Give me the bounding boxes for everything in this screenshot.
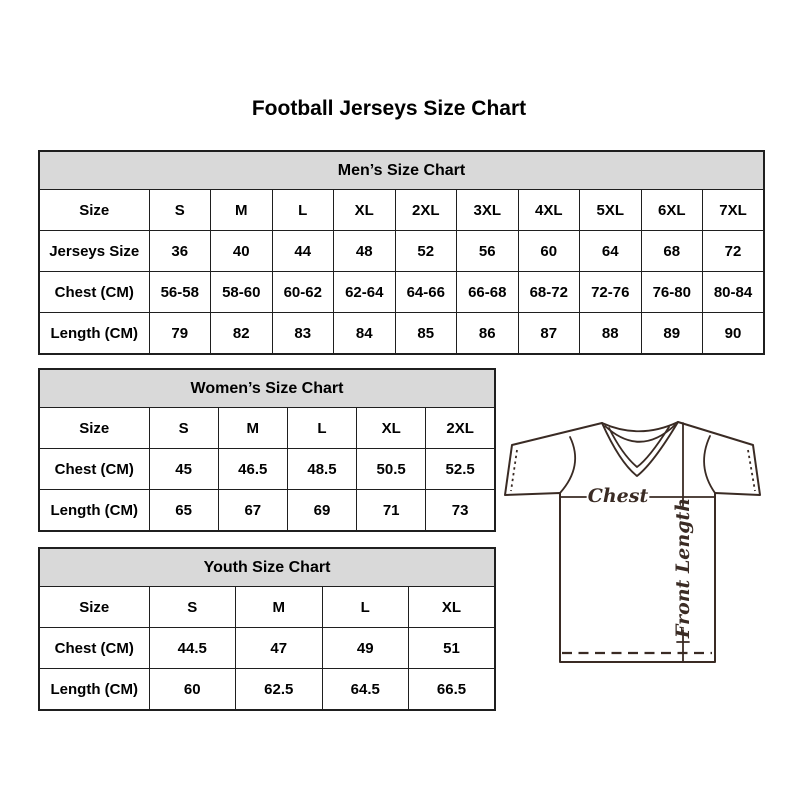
mens-chest-row xyxy=(39,272,764,313)
value-cell: 69 xyxy=(287,490,356,532)
row-label: Length (CM) xyxy=(39,313,149,355)
value-cell: 56-58 xyxy=(149,272,211,313)
youth-size-row xyxy=(39,587,495,628)
row-label: Size xyxy=(39,190,149,231)
value-cell: 88 xyxy=(580,313,642,355)
left-cuff-stitch-line xyxy=(511,450,517,491)
value-cell: 51 xyxy=(409,628,496,669)
value-cell: 60 xyxy=(149,669,236,711)
value-cell: 64 xyxy=(580,231,642,272)
value-cell: 66-68 xyxy=(457,272,519,313)
womens-length-row xyxy=(39,490,495,532)
value-cell: 87 xyxy=(518,313,580,355)
youth-table-header-row xyxy=(39,548,495,587)
value-cell: 48 xyxy=(334,231,396,272)
size-cell: M xyxy=(218,408,287,449)
value-cell: 68 xyxy=(641,231,703,272)
value-cell: 46.5 xyxy=(218,449,287,490)
value-cell: 47 xyxy=(236,628,323,669)
size-cell: XL xyxy=(334,190,396,231)
value-cell: 82 xyxy=(211,313,273,355)
youth-chest-row xyxy=(39,628,495,669)
value-cell: 71 xyxy=(357,490,426,532)
value-cell: 68-72 xyxy=(518,272,580,313)
size-cell: S xyxy=(149,587,236,628)
size-cell: 7XL xyxy=(703,190,765,231)
size-cell: L xyxy=(287,408,356,449)
value-cell: 36 xyxy=(149,231,211,272)
size-cell: S xyxy=(149,408,218,449)
value-cell: 58-60 xyxy=(211,272,273,313)
value-cell: 79 xyxy=(149,313,211,355)
size-cell: XL xyxy=(409,587,496,628)
size-cell: 2XL xyxy=(395,190,457,231)
right-sleeve-seam xyxy=(704,436,715,493)
size-cell: 6XL xyxy=(641,190,703,231)
womens-size-row xyxy=(39,408,495,449)
size-cell: 4XL xyxy=(518,190,580,231)
value-cell: 83 xyxy=(272,313,334,355)
size-cell: 5XL xyxy=(580,190,642,231)
jersey-measurement-diagram xyxy=(504,414,764,666)
value-cell: 84 xyxy=(334,313,396,355)
value-cell: 72-76 xyxy=(580,272,642,313)
size-cell: M xyxy=(211,190,273,231)
value-cell: 60-62 xyxy=(272,272,334,313)
value-cell: 67 xyxy=(218,490,287,532)
row-label: Size xyxy=(39,587,149,628)
mens-table-title: Men’s Size Chart xyxy=(39,151,764,190)
vneck-inner-line xyxy=(609,427,669,467)
chest-measure-label: Chest xyxy=(587,485,649,507)
value-cell: 62.5 xyxy=(236,669,323,711)
womens-chest-row xyxy=(39,449,495,490)
youth-table-title: Youth Size Chart xyxy=(39,548,495,587)
size-cell: S xyxy=(149,190,211,231)
value-cell: 80-84 xyxy=(703,272,765,313)
value-cell: 85 xyxy=(395,313,457,355)
value-cell: 64.5 xyxy=(322,669,409,711)
value-cell: 60 xyxy=(518,231,580,272)
value-cell: 52.5 xyxy=(426,449,495,490)
womens-size-table xyxy=(38,368,496,532)
value-cell: 50.5 xyxy=(357,449,426,490)
value-cell: 90 xyxy=(703,313,765,355)
value-cell: 65 xyxy=(149,490,218,532)
value-cell: 44 xyxy=(272,231,334,272)
row-label: Chest (CM) xyxy=(39,628,149,669)
size-cell: L xyxy=(322,587,409,628)
mens-size-table xyxy=(38,150,765,355)
row-label: Chest (CM) xyxy=(39,449,149,490)
value-cell: 56 xyxy=(457,231,519,272)
mens-table-header-row xyxy=(39,151,764,190)
value-cell: 89 xyxy=(641,313,703,355)
youth-size-table xyxy=(38,547,496,711)
jersey-outline-shape xyxy=(505,422,760,662)
value-cell: 52 xyxy=(395,231,457,272)
womens-table-title: Women’s Size Chart xyxy=(39,369,495,408)
value-cell: 40 xyxy=(211,231,273,272)
value-cell: 49 xyxy=(322,628,409,669)
size-cell: 2XL xyxy=(426,408,495,449)
size-cell: 3XL xyxy=(457,190,519,231)
size-cell: M xyxy=(236,587,323,628)
value-cell: 62-64 xyxy=(334,272,396,313)
row-label: Jerseys Size xyxy=(39,231,149,272)
mens-jerseys-size-row xyxy=(39,231,764,272)
value-cell: 64-66 xyxy=(395,272,457,313)
womens-table-header-row xyxy=(39,369,495,408)
front-length-measure-label: Front Length xyxy=(672,497,694,639)
value-cell: 86 xyxy=(457,313,519,355)
left-sleeve-seam xyxy=(560,437,575,493)
value-cell: 76-80 xyxy=(641,272,703,313)
mens-size-row xyxy=(39,190,764,231)
value-cell: 73 xyxy=(426,490,495,532)
size-cell: XL xyxy=(357,408,426,449)
row-label: Chest (CM) xyxy=(39,272,149,313)
row-label: Length (CM) xyxy=(39,669,149,711)
value-cell: 48.5 xyxy=(287,449,356,490)
mens-length-row xyxy=(39,313,764,355)
value-cell: 66.5 xyxy=(409,669,496,711)
value-cell: 44.5 xyxy=(149,628,236,669)
value-cell: 45 xyxy=(149,449,218,490)
size-cell: L xyxy=(272,190,334,231)
page-title: Football Jerseys Size Chart xyxy=(251,97,527,120)
value-cell: 72 xyxy=(703,231,765,272)
row-label: Size xyxy=(39,408,149,449)
row-label: Length (CM) xyxy=(39,490,149,532)
youth-length-row xyxy=(39,669,495,711)
